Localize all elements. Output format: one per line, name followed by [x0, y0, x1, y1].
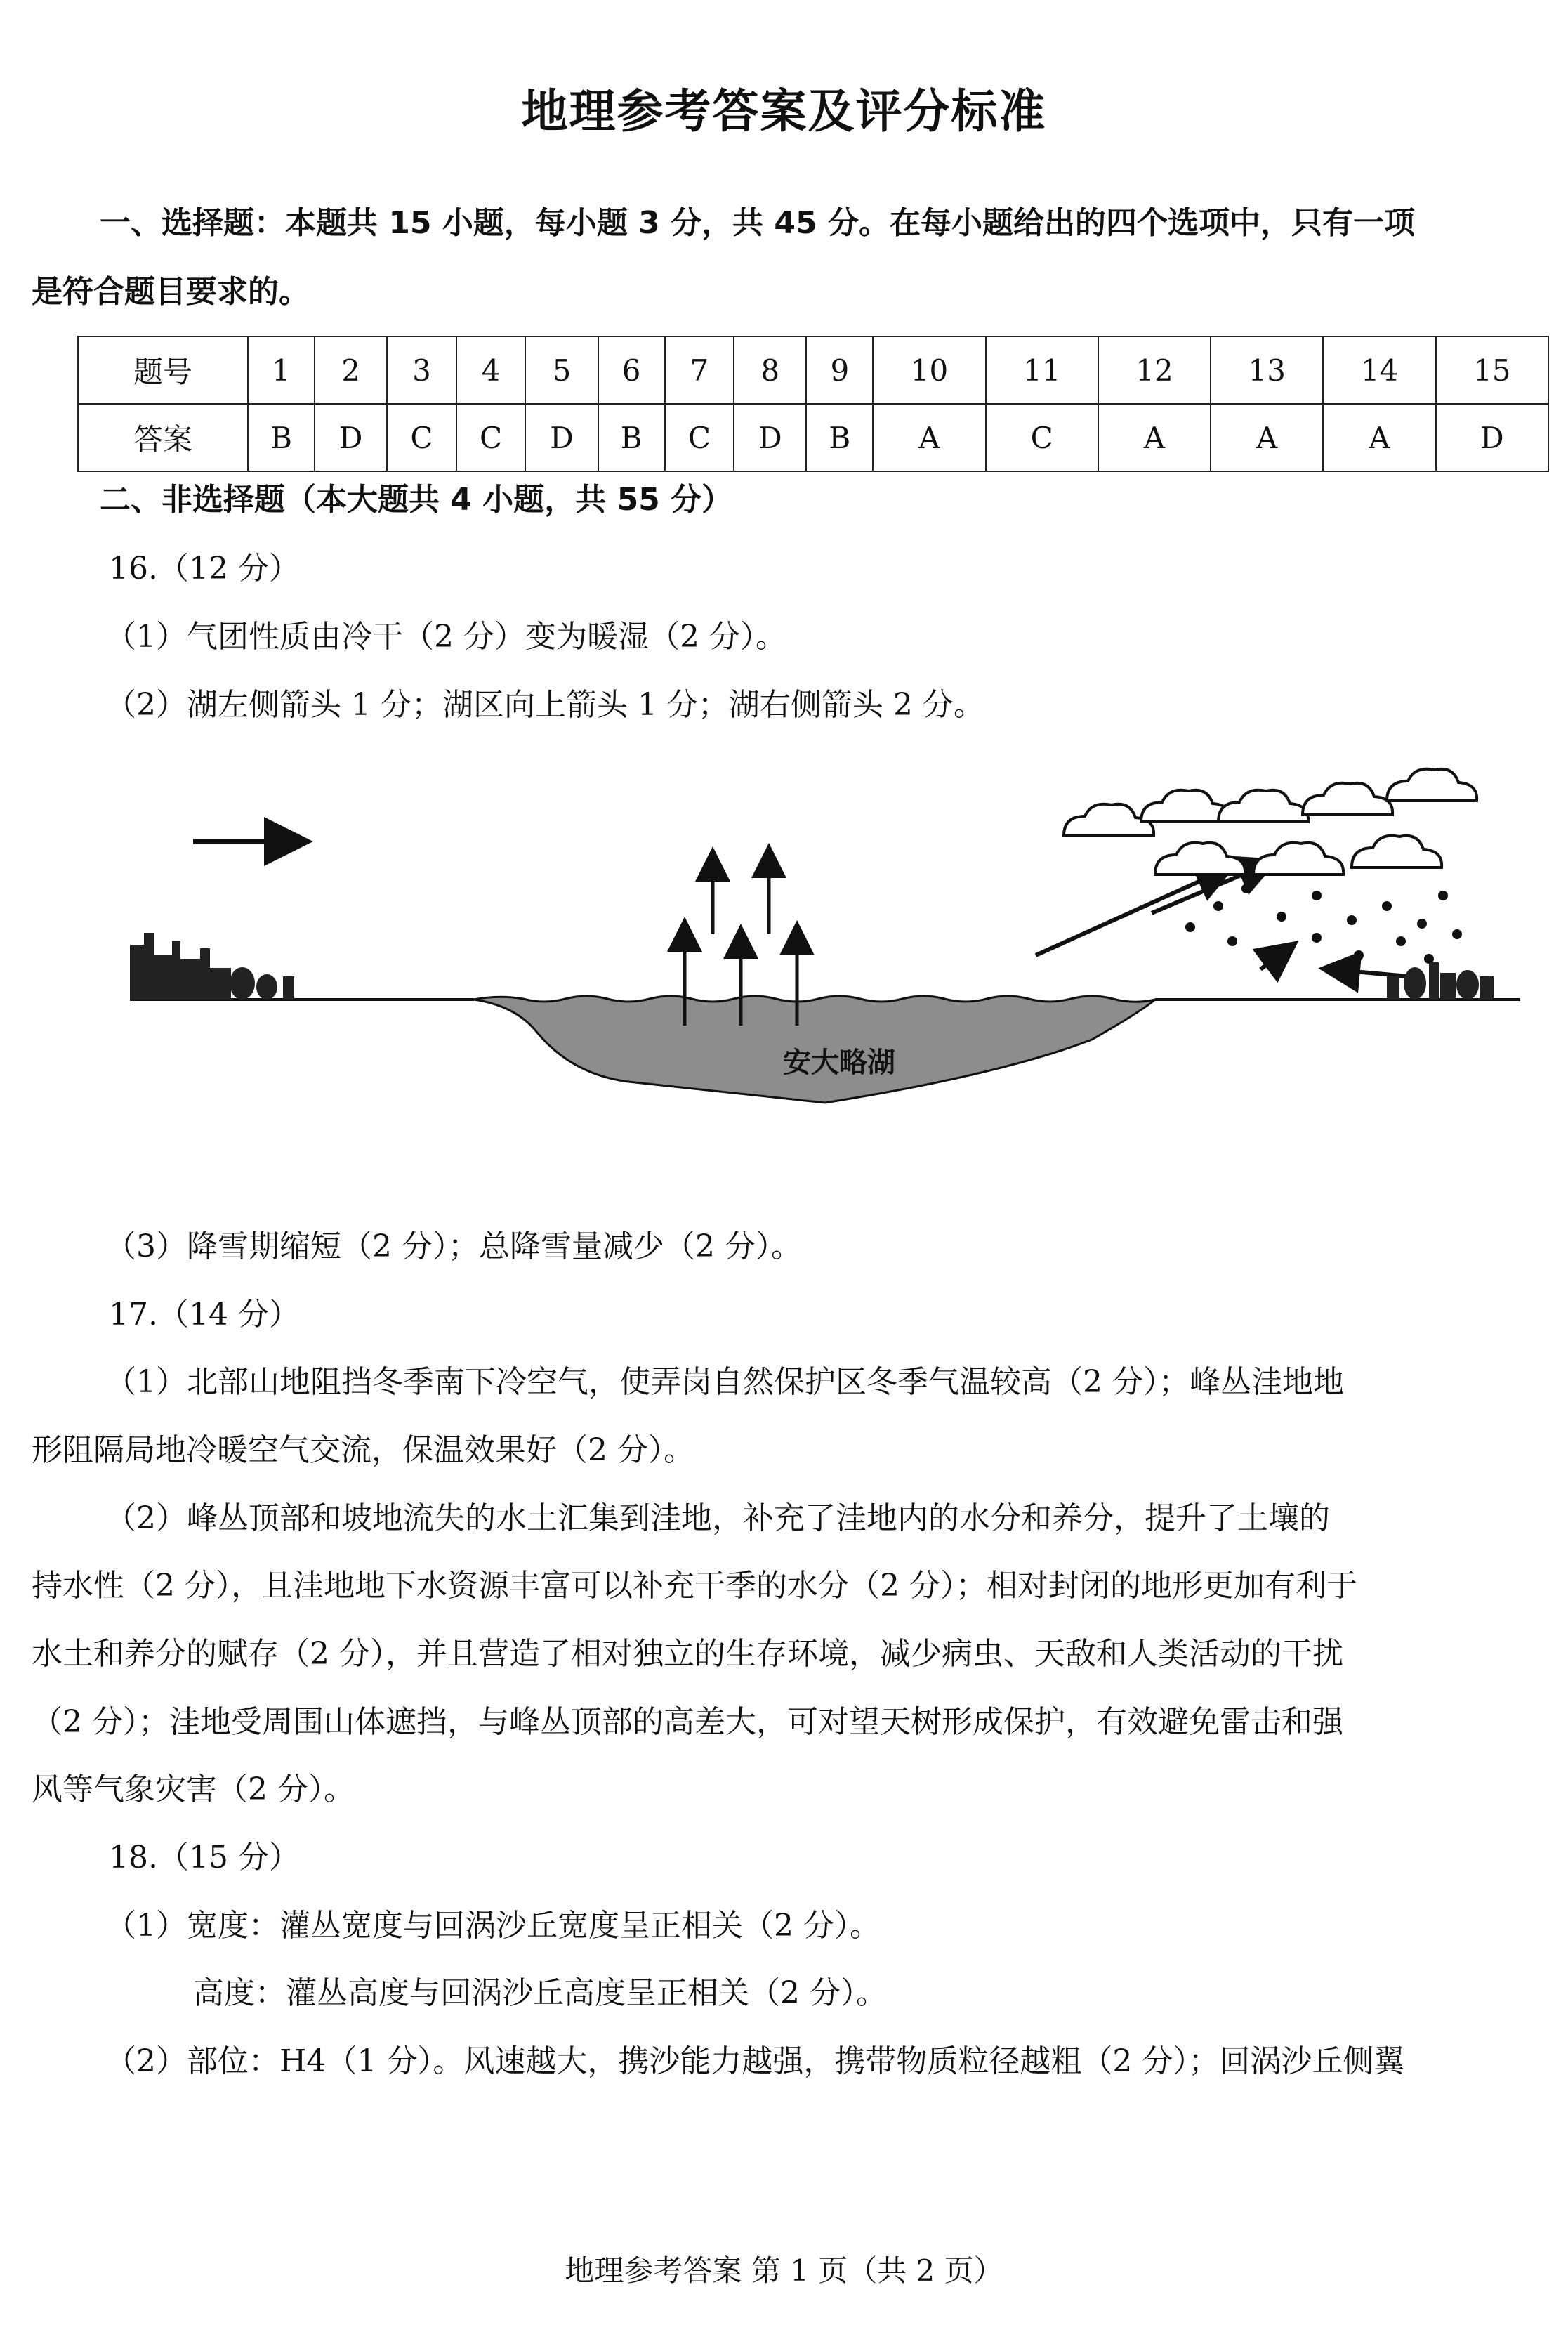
table-cell-number: 13: [1211, 336, 1323, 404]
q17-line: 风等气象灾害（2 分）。: [32, 1771, 355, 1807]
table-cell-answer: D: [315, 404, 387, 471]
table-row-answers: [78, 404, 1548, 471]
q16-part1: （1）气团性质由冷干（2 分）变为暖湿（2 分）。: [105, 619, 786, 655]
table-cell-number: 14: [1323, 336, 1435, 404]
q17-line: 形阻隔局地冷暖空气交流，保温效果好（2 分）。: [32, 1432, 694, 1468]
table-cell-number: 15: [1436, 336, 1548, 404]
table-header-number: 题号: [78, 336, 248, 404]
table-header-answer: 答案: [78, 404, 248, 471]
left-city-icon: [130, 933, 294, 1000]
section1-line2: 是符合题目要求的。: [32, 274, 310, 310]
q17-line: （1）北部山地阻挡冬季南下冷空气，使弄岗自然保护区冬季气温较高（2 分）；峰丛洼地地: [105, 1364, 1344, 1400]
lake-label: 安大略湖: [783, 1047, 895, 1079]
q16-part2: （2）湖左侧箭头 1 分；湖区向上箭头 1 分；湖右侧箭头 2 分。: [105, 687, 984, 723]
table-cell-number: 8: [734, 336, 806, 404]
table-cell-number: 10: [873, 336, 985, 404]
answer-table: [77, 336, 1549, 472]
page-footer: 地理参考答案 第 1 页（共 2 页）: [565, 2253, 1003, 2288]
table-row-numbers: [78, 336, 1548, 404]
q17-heading: 17.（14 分）: [109, 1297, 300, 1332]
q17-line: 水土和养分的赋存（2 分），并且营造了相对独立的生存环境，减少病虫、天敌和人类活动的干扰: [32, 1636, 1343, 1672]
table-cell-number: 6: [598, 336, 665, 404]
page-title: 地理参考答案及评分标准: [521, 84, 1047, 138]
table-cell-answer: A: [1211, 404, 1323, 471]
table-cell-number: 12: [1098, 336, 1211, 404]
table-cell-number: 1: [248, 336, 315, 404]
q18-part1-width: （1）宽度：灌丛宽度与回涡沙丘宽度呈正相关（2 分）。: [105, 1908, 881, 1944]
q18-part1-height: 高度：灌丛高度与回涡沙丘高度呈正相关（2 分）。: [193, 1975, 887, 2011]
section1-line1: 一、选择题：本题共 15 小题，每小题 3 分，共 45 分。在每小题给出的四个选项中，只有一项: [100, 205, 1415, 241]
table-cell-answer: B: [248, 404, 315, 471]
table-cell-answer: A: [1323, 404, 1435, 471]
table-cell-answer: C: [986, 404, 1098, 471]
table-cell-answer: C: [665, 404, 734, 471]
table-cell-answer: B: [806, 404, 873, 471]
table-cell-answer: D: [1436, 404, 1548, 471]
table-cell-number: 2: [315, 336, 387, 404]
table-cell-number: 4: [456, 336, 526, 404]
table-cell-number: 3: [387, 336, 456, 404]
table-cell-answer: A: [1098, 404, 1211, 471]
cloud-icons: [1064, 769, 1477, 875]
q16-part3: （3）降雪期缩短（2 分）；总降雪量减少（2 分）。: [105, 1229, 802, 1264]
section2-heading: 二、非选择题（本大题共 4 小题，共 55 分）: [100, 482, 733, 518]
q17-line: （2 分）；洼地受周围山体遮挡，与峰丛顶部的高差大，可对望天树形成保护，有效避免雷击和强: [32, 1704, 1343, 1740]
table-cell-number: 5: [525, 336, 598, 404]
table-cell-answer: D: [734, 404, 806, 471]
table-cell-answer: D: [525, 404, 598, 471]
right-city-icon: [1387, 962, 1494, 1000]
snowflake-icons: [1185, 884, 1462, 964]
table-cell-answer: C: [387, 404, 456, 471]
table-cell-number: 9: [806, 336, 873, 404]
q18-part2: （2）部位：H4（1 分）。风速越大，携沙能力越强，携带物质粒径越粗（2 分）；回涡沙丘侧翼: [105, 2043, 1405, 2079]
table-cell-answer: A: [873, 404, 985, 471]
q17-line: （2）峰丛顶部和坡地流失的水土汇集到洼地，补充了洼地内的水分和养分，提升了土壤的: [105, 1500, 1330, 1536]
q18-heading: 18.（15 分）: [109, 1840, 300, 1875]
table-cell-number: 7: [665, 336, 734, 404]
table-cell-answer: C: [456, 404, 526, 471]
lake-effect-diagram: [123, 745, 1520, 1152]
q17-line: 持水性（2 分），且洼地地下水资源丰富可以补充干季的水分（2 分）；相对封闭的地形更加有利于: [32, 1568, 1357, 1604]
q16-heading: 16.（12 分）: [109, 551, 300, 587]
table-cell-answer: B: [598, 404, 665, 471]
table-cell-number: 11: [986, 336, 1098, 404]
